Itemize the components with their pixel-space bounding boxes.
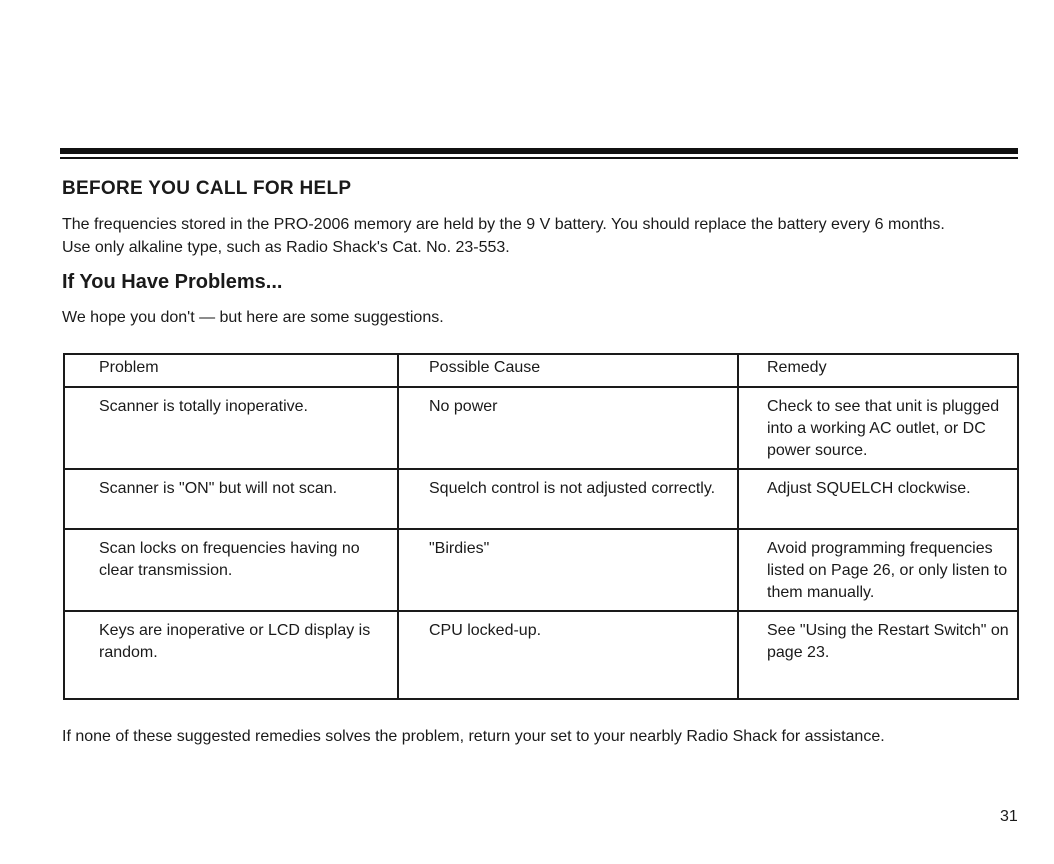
problems-subheading: If You Have Problems... [62,271,283,293]
intro-line-1: The frequencies stored in the PRO-2006 memory are held by the 9 V battery. You should replace the battery every 6 months. [62,216,945,233]
problem-cell: Scanner is "ON" but will not scan. [64,469,398,529]
remedy-cell: Avoid programming frequencies listed on Page 26, or only listen to them manually. [738,529,1018,611]
table-header-row [64,354,1018,387]
intro-paragraph [62,213,1032,259]
remedy-cell: Adjust SQUELCH clockwise. [738,469,1018,529]
problem-cell: Scanner is totally inoperative. [64,387,398,469]
problem-cell: Keys are inoperative or LCD display is random. [64,611,398,699]
header-rule-thick [60,148,1018,154]
closing-note: If none of these suggested remedies solves the problem, return your set to your nearbly Radio Shack for assistance. [62,728,885,745]
cause-cell: CPU locked-up. [398,611,738,699]
cause-cell: No power [398,387,738,469]
cause-cell: "Birdies" [398,529,738,611]
suggestions-intro: We hope you don't — but here are some suggestions. [62,309,444,326]
table-row [64,529,1018,611]
problem-cell: Scan locks on frequencies having no clear transmission. [64,529,398,611]
table-row [64,611,1018,699]
remedy-cell: Check to see that unit is plugged into a working AC outlet, or DC power source. [738,387,1018,469]
table-row [64,469,1018,529]
header-problem: Problem [64,354,398,387]
troubleshooting-table [63,353,1019,700]
header-rule-thin [60,157,1018,159]
header-possible-cause: Possible Cause [398,354,738,387]
table-row [64,387,1018,469]
header-remedy: Remedy [738,354,1018,387]
page-number: 31 [1000,808,1018,825]
intro-line-2: Use only alkaline type, such as Radio Shack's Cat. No. 23-553. [62,239,510,256]
cause-cell: Squelch control is not adjusted correctly. [398,469,738,529]
remedy-cell: See "Using the Restart Switch" on page 23. [738,611,1018,699]
section-title: BEFORE YOU CALL FOR HELP [62,178,352,199]
